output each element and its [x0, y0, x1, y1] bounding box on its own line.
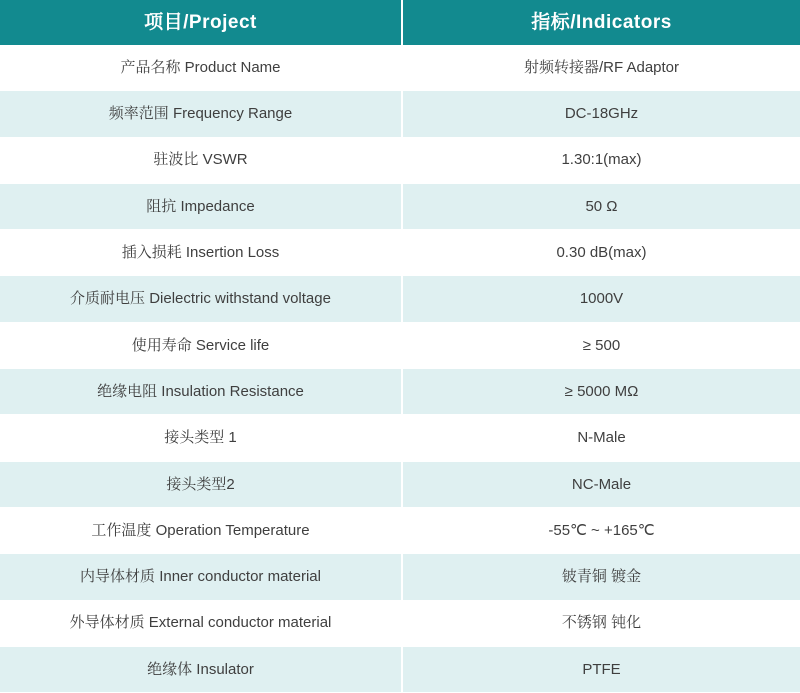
cell-project: 绝缘体 Insulator — [0, 646, 402, 692]
table-row — [0, 230, 800, 276]
cell-indicator: 铍青铜 镀金 — [402, 554, 800, 600]
cell-project: 产品名称 Product Name — [0, 45, 402, 91]
cell-indicator: PTFE — [402, 646, 800, 692]
cell-project: 内导体材质 Inner conductor material — [0, 554, 402, 600]
cell-project: 绝缘电阻 Insulation Resistance — [0, 369, 402, 415]
table-row — [0, 91, 800, 137]
table-row — [0, 369, 800, 415]
cell-project: 阻抗 Impedance — [0, 183, 402, 229]
cell-indicator: 1000V — [402, 276, 800, 322]
table-row — [0, 137, 800, 183]
cell-project: 介质耐电压 Dielectric withstand voltage — [0, 276, 402, 322]
cell-project: 外导体材质 External conductor material — [0, 600, 402, 646]
table-row — [0, 554, 800, 600]
cell-indicator: 射频转接器/RF Adaptor — [402, 45, 800, 91]
cell-indicator: 不锈钢 钝化 — [402, 600, 800, 646]
table-row — [0, 461, 800, 507]
cell-project: 接头类型2 — [0, 461, 402, 507]
table-row — [0, 415, 800, 461]
cell-indicator: -55℃ ~ +165℃ — [402, 507, 800, 553]
cell-project: 接头类型 1 — [0, 415, 402, 461]
table-row — [0, 600, 800, 646]
cell-indicator: ≥ 500 — [402, 322, 800, 368]
table-row — [0, 45, 800, 91]
cell-indicator: N-Male — [402, 415, 800, 461]
table-header — [0, 0, 800, 45]
cell-project: 工作温度 Operation Temperature — [0, 507, 402, 553]
column-header-project: 项目/Project — [0, 0, 402, 45]
cell-project: 驻波比 VSWR — [0, 137, 402, 183]
cell-project: 频率范围 Frequency Range — [0, 91, 402, 137]
table-row — [0, 646, 800, 692]
cell-indicator: ≥ 5000 MΩ — [402, 369, 800, 415]
table-row — [0, 183, 800, 229]
table-body — [0, 45, 800, 693]
table-header-row — [0, 0, 800, 45]
cell-indicator: 50 Ω — [402, 183, 800, 229]
table-row — [0, 507, 800, 553]
cell-project: 插入损耗 Insertion Loss — [0, 230, 402, 276]
cell-indicator: NC-Male — [402, 461, 800, 507]
cell-project: 使用寿命 Service life — [0, 322, 402, 368]
table-row — [0, 322, 800, 368]
column-header-indicator: 指标/Indicators — [402, 0, 800, 45]
cell-indicator: 0.30 dB(max) — [402, 230, 800, 276]
table-row — [0, 276, 800, 322]
cell-indicator: DC-18GHz — [402, 91, 800, 137]
cell-indicator: 1.30:1(max) — [402, 137, 800, 183]
